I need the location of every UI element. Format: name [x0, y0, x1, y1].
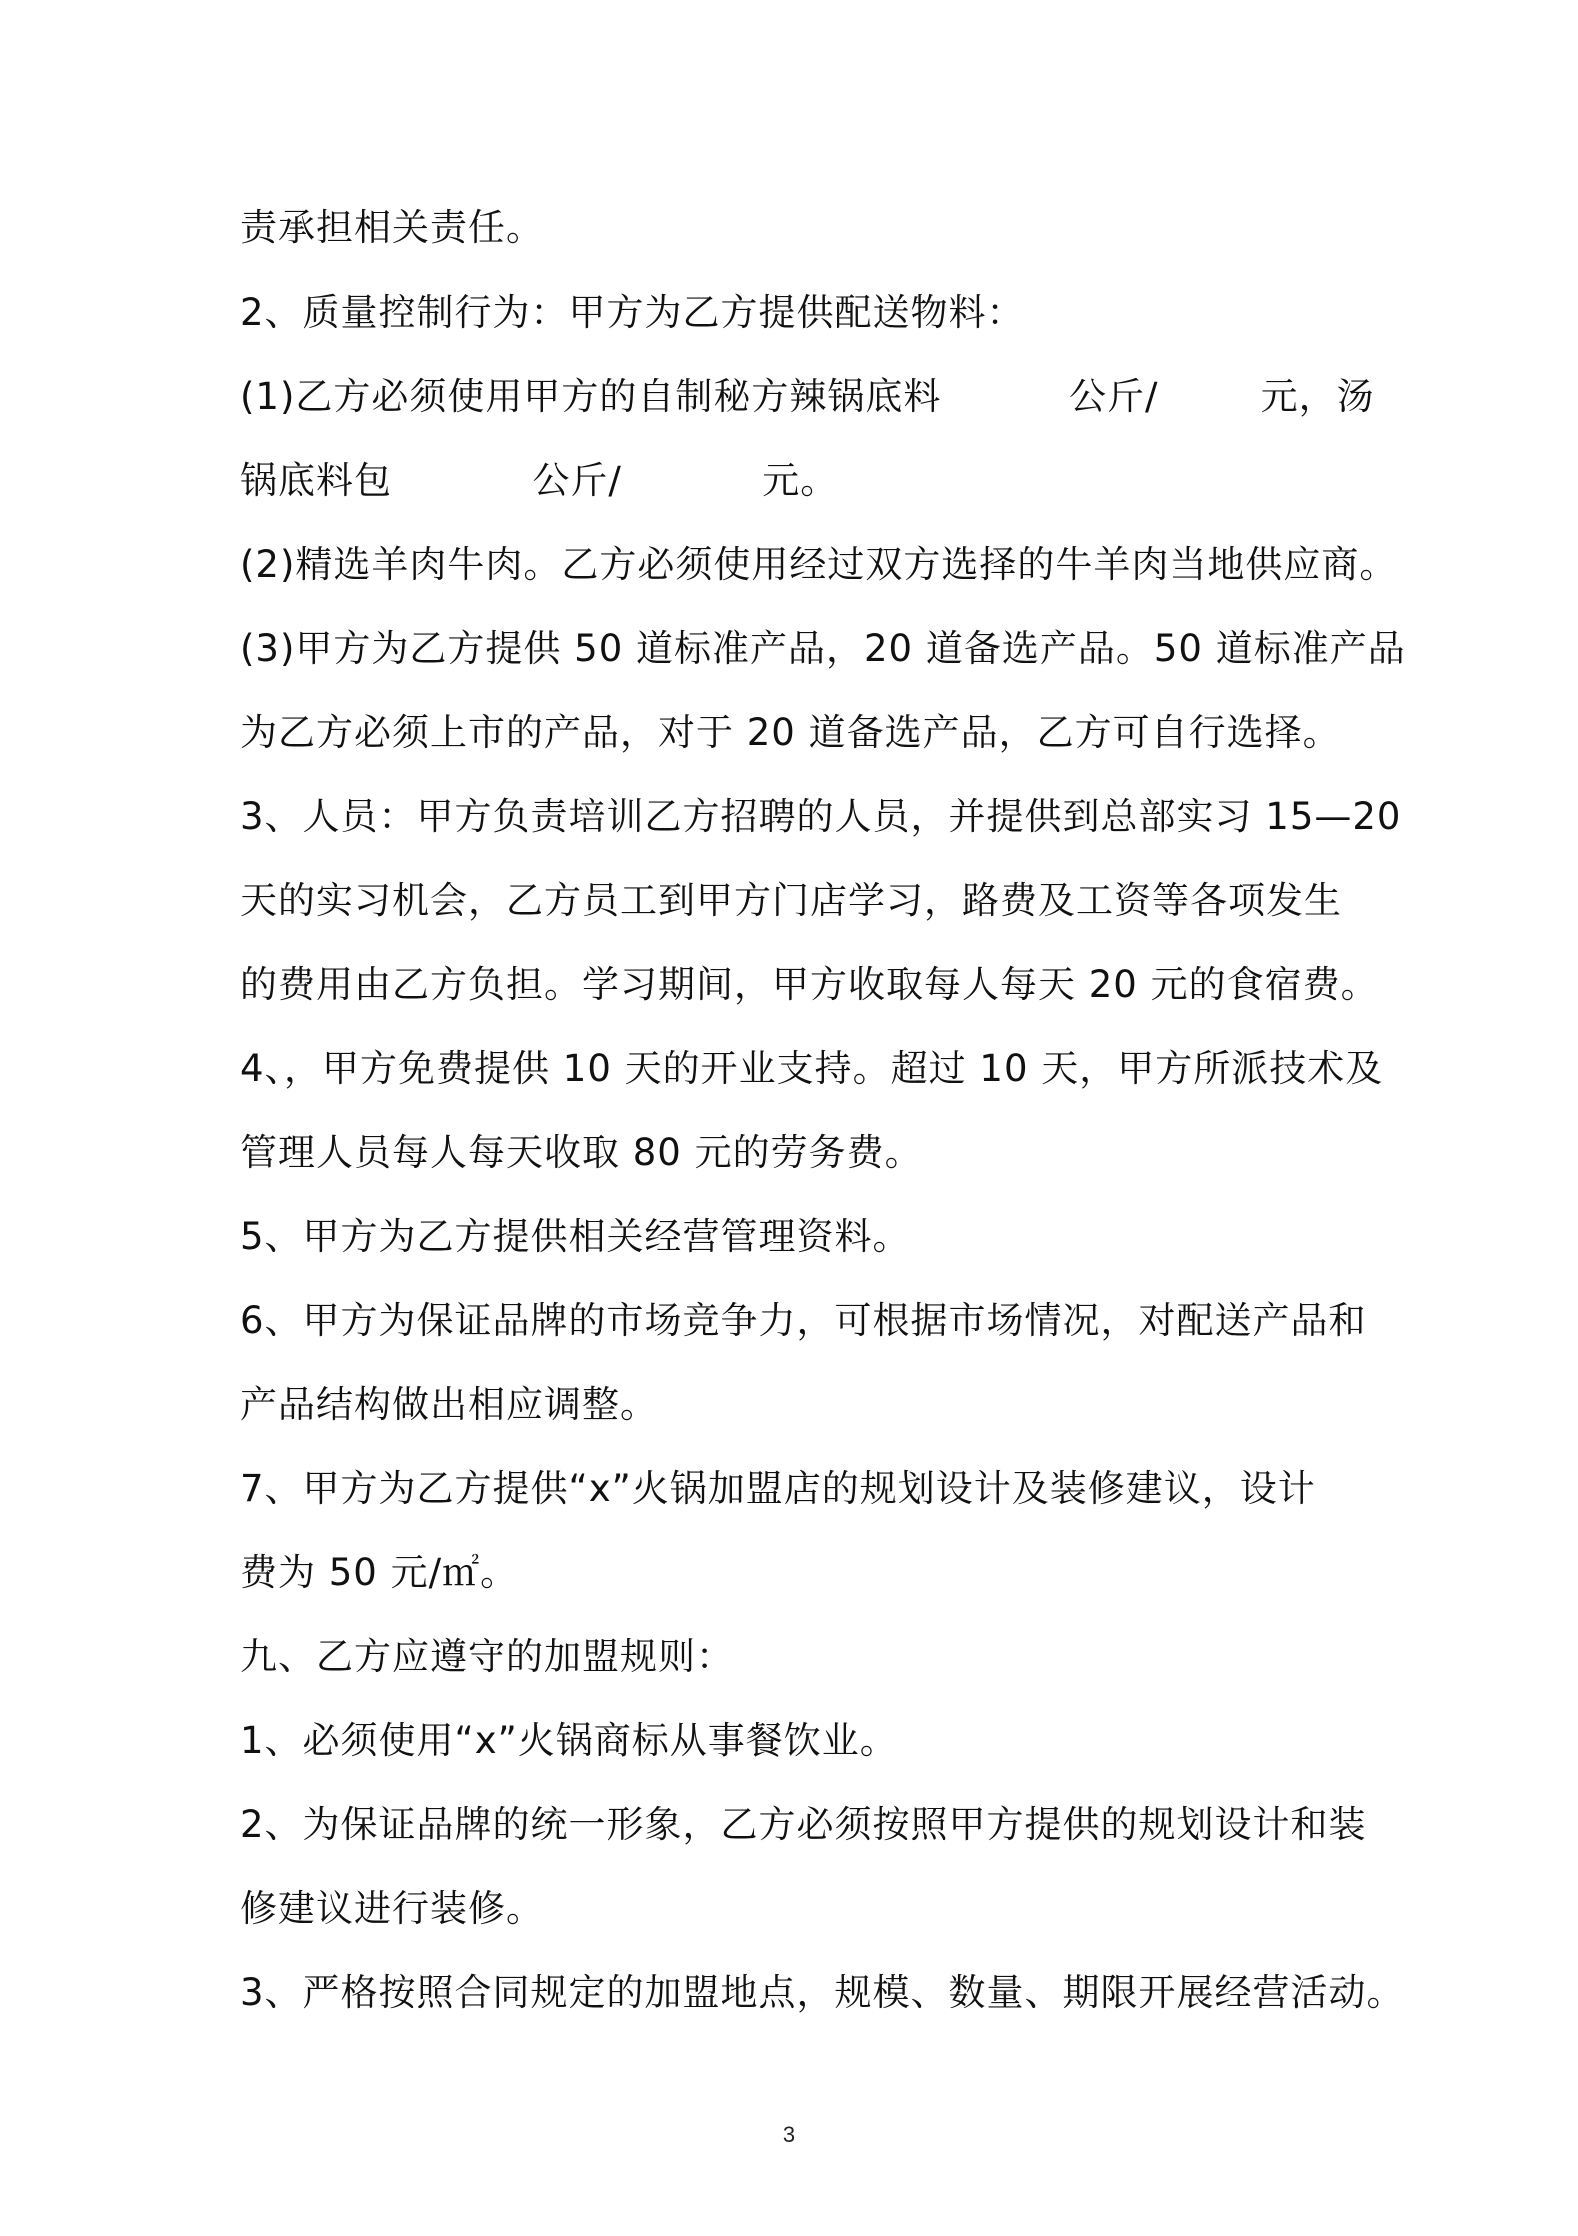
- text-line: 管理人员每人每天收取 80 元的劳务费。: [240, 1131, 923, 1174]
- text-line: 2、质量控制行为：甲方为乙方提供配送物料：: [240, 291, 1025, 334]
- text-line: 费为 50 元/㎡。: [240, 1551, 519, 1594]
- text-line: 5、甲方为乙方提供相关经营管理资料。: [240, 1215, 911, 1258]
- page-number: 3: [782, 2122, 796, 2147]
- text-line: 锅底料包 公斤/ 元。: [240, 459, 839, 502]
- text-line: 1、必须使用“x”火锅商标从事餐饮业。: [240, 1719, 898, 1762]
- text-line: (2)精选羊肉牛肉。乙方必须使用经过双方选择的牛羊肉当地供应商。: [240, 543, 1398, 586]
- text-line: 6、甲方为保证品牌的市场竞争力，可根据市场情况，对配送产品和: [240, 1299, 1367, 1342]
- text-line: (3)甲方为乙方提供 50 道标准产品，20 道备选产品。50 道标准产品: [240, 627, 1406, 670]
- text-line: 4、，甲方免费提供 10 天的开业支持。超过 10 天，甲方所派技术及: [240, 1047, 1384, 1090]
- text-line: 2、为保证品牌的统一形象，乙方必须按照甲方提供的规划设计和装: [240, 1803, 1367, 1846]
- text-line: 3、严格按照合同规定的加盟地点，规模、数量、期限开展经营活动。: [240, 1971, 1405, 2014]
- text-line: 天的实习机会，乙方员工到甲方门店学习，路费及工资等各项发生: [240, 879, 1342, 922]
- text-line: 责承担相关责任。: [240, 206, 544, 249]
- section-heading: 九、乙方应遵守的加盟规则：: [240, 1635, 734, 1678]
- text-line: 产品结构做出相应调整。: [240, 1383, 658, 1426]
- text-line: 3、人员：甲方负责培训乙方招聘的人员，并提供到总部实习 15—20: [240, 795, 1402, 838]
- text-line: 修建议进行装修。: [240, 1887, 544, 1930]
- text-line: 为乙方必须上市的产品，对于 20 道备选产品，乙方可自行选择。: [240, 711, 1341, 754]
- text-line: 7、甲方为乙方提供“x”火锅加盟店的规划设计及装修建议，设计: [240, 1467, 1316, 1510]
- text-line: 的费用由乙方负担。学习期间，甲方收取每人每天 20 元的食宿费。: [240, 963, 1379, 1006]
- text-line: (1)乙方必须使用甲方的自制秘方辣锅底料 公斤/ 元，汤: [240, 375, 1375, 418]
